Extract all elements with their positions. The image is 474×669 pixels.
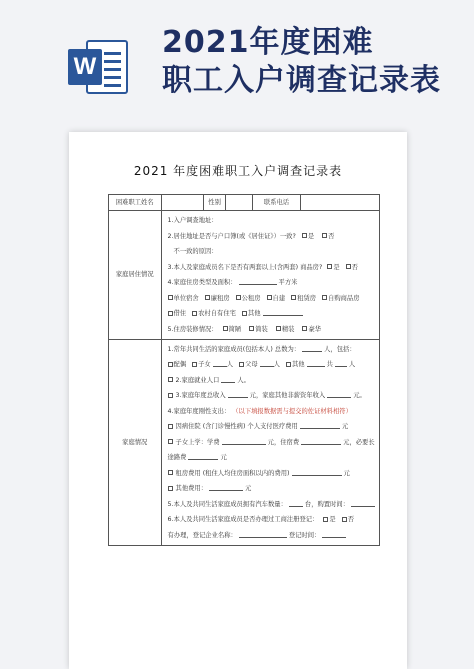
- family-section: [109, 339, 380, 545]
- education-expense-checkbox[interactable]: [168, 439, 173, 444]
- gender-label: 性别: [204, 195, 226, 211]
- travel-fee-unit: 元: [220, 454, 227, 462]
- other-housing-checkbox[interactable]: [242, 311, 247, 316]
- tuition-label: 子女上学：学费: [175, 438, 220, 446]
- self-built-checkbox[interactable]: [267, 295, 272, 300]
- vehicle-purchase-time-label: 台，购置时间：: [304, 500, 349, 508]
- business-registration-label: 6.本人及共同生活家庭成员是否办理过工商注册登记：: [167, 516, 319, 524]
- rent-expense-unit: 元: [343, 469, 350, 477]
- rental-checkbox[interactable]: [291, 295, 296, 300]
- other-expense-field[interactable]: [209, 490, 243, 491]
- consistency-yes-label: 是: [307, 232, 315, 240]
- travel-fee-label: 途路费: [167, 454, 187, 462]
- header-row: [109, 195, 380, 211]
- dorm-label: 单位宿舍: [173, 294, 199, 302]
- other-members-checkbox[interactable]: [286, 362, 291, 367]
- public-rent-checkbox[interactable]: [236, 295, 241, 300]
- education-expense-row: [168, 438, 375, 447]
- income-checkbox[interactable]: [168, 393, 173, 398]
- survey-form-table: [108, 194, 380, 546]
- children-unit: 人: [226, 361, 234, 369]
- spouse-checkbox[interactable]: [168, 362, 173, 367]
- housing-type-row: [168, 278, 375, 287]
- word-logo-letter: W: [68, 49, 102, 85]
- medical-expense-row: [168, 422, 375, 431]
- other-housing-label: 其他: [247, 310, 261, 318]
- decoration-label: 5.住房装修情况：: [167, 325, 218, 333]
- other-income-label: 元，家庭其他非薪资年收入: [249, 392, 326, 400]
- other-income-field[interactable]: [327, 397, 351, 398]
- consistency-yes-checkbox[interactable]: [302, 233, 307, 238]
- medical-expense-checkbox[interactable]: [168, 424, 173, 429]
- simple-decor-checkbox[interactable]: [223, 326, 228, 331]
- address-label: 1.入户调查地址：: [167, 217, 218, 224]
- other-expense-label: 其他费用：: [175, 485, 208, 493]
- rigid-expense-note: （以下填报数据需与提交的佐证材料相符）: [232, 407, 352, 415]
- family-composition-row: [168, 360, 375, 369]
- travel-fee-field[interactable]: [188, 459, 218, 460]
- consistency-no-checkbox[interactable]: [322, 233, 327, 238]
- fine-decor-checkbox[interactable]: [276, 326, 281, 331]
- travel-expense-row: [168, 453, 375, 462]
- family-section-label: 家庭情况: [109, 339, 162, 545]
- other-expense-row: [168, 484, 375, 493]
- housing-type-label: 4.家庭住房类型及面积：: [167, 279, 237, 287]
- rent-expense-label: 租房费用 (租住人均住房面积以内的费用): [175, 469, 290, 477]
- borrowed-label: 借住: [173, 310, 187, 318]
- name-label: 困难职工姓名: [109, 195, 162, 211]
- vehicle-label: 5.本人及共同生活家庭成员拥有汽车数量：: [167, 500, 287, 508]
- housing-section-label: 家庭居住情况: [109, 211, 162, 340]
- inconsistency-reason-row: [168, 247, 375, 256]
- company-name-label: 有办理，登记企业名称：: [167, 531, 237, 539]
- dorm-checkbox[interactable]: [168, 295, 173, 300]
- business-registration-yes-label: 是: [329, 516, 336, 524]
- consistency-no-label: 否: [328, 232, 335, 240]
- family-members-label: 1.常年共同生活的家庭成员(包括本人) 总数为：: [167, 345, 301, 353]
- business-registration-row: [168, 515, 375, 524]
- income-unit: 元。: [353, 392, 366, 400]
- rural-housing-checkbox[interactable]: [192, 311, 197, 316]
- inconsistency-reason-label: 不一致的原因：: [173, 248, 218, 256]
- rent-expense-row: [168, 469, 375, 478]
- parents-checkbox[interactable]: [239, 362, 244, 367]
- family-members-unit: 人，包括：: [324, 345, 356, 353]
- family-members-field[interactable]: [302, 351, 322, 352]
- children-count-field[interactable]: [213, 366, 227, 367]
- low-rent-label: 廉租房: [210, 294, 230, 302]
- multiple-property-yes-checkbox[interactable]: [327, 264, 332, 269]
- borrowed-checkbox[interactable]: [168, 311, 173, 316]
- simple-decor-label: 简陋: [228, 325, 242, 333]
- multiple-property-no-checkbox[interactable]: [346, 264, 351, 269]
- company-name-row: [168, 531, 375, 540]
- other-members-field[interactable]: [307, 366, 325, 367]
- housing-area-unit: 平方米: [278, 279, 298, 287]
- phone-label: 联系电话: [253, 195, 301, 211]
- basic-decor-checkbox[interactable]: [249, 326, 254, 331]
- basic-decor-label: 简装: [255, 325, 268, 333]
- family-members-row: [168, 345, 375, 354]
- document-page: [69, 132, 407, 669]
- housing-consistency-row: [168, 232, 375, 241]
- tuition-field[interactable]: [222, 444, 266, 445]
- other-housing-field[interactable]: [263, 315, 303, 316]
- decoration-row: [168, 325, 375, 334]
- parents-label: 父母: [245, 361, 258, 369]
- employment-label: 2.家庭就业人口: [175, 376, 220, 384]
- vehicle-count-field[interactable]: [289, 506, 303, 507]
- travel-label: 元，必要长: [343, 438, 375, 446]
- housing-area-field[interactable]: [239, 284, 277, 285]
- self-built-label: 自建: [272, 294, 286, 302]
- rural-housing-label: 农村自有住宅: [198, 310, 236, 318]
- name-value-cell[interactable]: [161, 195, 204, 211]
- vehicle-purchase-time-field[interactable]: [351, 506, 375, 507]
- employment-unit: 人。: [237, 376, 250, 384]
- medical-expense-field[interactable]: [300, 428, 340, 429]
- business-registration-yes-checkbox[interactable]: [323, 517, 328, 522]
- total-label: 共: [326, 361, 333, 369]
- gender-value-cell[interactable]: [226, 195, 253, 211]
- luxury-decor-checkbox[interactable]: [302, 326, 307, 331]
- parents-unit: 人: [273, 361, 280, 369]
- consistency-question: 2.居住地址是否与户口簿(或《居住证》）一致?: [167, 232, 296, 240]
- public-rent-label: 公租房: [241, 294, 261, 302]
- banner-title-line-1: 2021年度困难: [162, 25, 374, 60]
- income-row: [168, 391, 375, 400]
- phone-value-cell[interactable]: [300, 195, 379, 211]
- business-registration-no-label: 否: [347, 516, 354, 524]
- vehicle-row: [168, 500, 375, 509]
- other-expense-unit: 元: [245, 485, 252, 493]
- luxury-decor-label: 豪华: [308, 325, 322, 333]
- medical-expense-label: 因病住院 (含门诊慢性病) 个人支付医疗费用: [175, 423, 298, 431]
- fine-decor-label: 精装: [281, 325, 295, 333]
- rigid-expense-row: [168, 407, 375, 416]
- other-expense-checkbox[interactable]: [168, 486, 173, 491]
- housing-type-options-row-1: [168, 294, 375, 303]
- business-registration-no-checkbox[interactable]: [342, 517, 347, 522]
- rental-label: 租赁房: [297, 294, 317, 302]
- registration-time-label: 登记时间：: [288, 531, 321, 539]
- multiple-property-question: 3.本人及家庭成员名下是否有两套以上(含两套) 商品房?: [167, 263, 323, 271]
- header-banner: [0, 0, 474, 118]
- children-label: 子女: [198, 361, 211, 369]
- accommodation-label: 元，住宿费: [267, 438, 300, 446]
- employment-checkbox[interactable]: [168, 377, 173, 382]
- medical-expense-unit: 元: [341, 423, 349, 431]
- rent-expense-checkbox[interactable]: [168, 470, 173, 475]
- housing-section: [109, 211, 380, 340]
- word-document-icon: [68, 40, 128, 94]
- parents-count-field[interactable]: [260, 366, 274, 367]
- commercial-housing-checkbox[interactable]: [322, 295, 327, 300]
- housing-type-options-row-2: [168, 309, 375, 318]
- low-rent-checkbox[interactable]: [205, 295, 210, 300]
- housing-multiple-property-row: [168, 263, 375, 272]
- rigid-expense-label: 4.家庭年度刚性支出：: [167, 407, 231, 415]
- total-income-label: 3.家庭年度总收入: [175, 392, 226, 400]
- company-name-field[interactable]: [239, 537, 287, 538]
- multiple-property-no-label: 否: [351, 263, 358, 271]
- spouse-label: 配偶: [173, 361, 187, 369]
- total-unit: 人: [348, 361, 356, 369]
- family-content: [161, 339, 379, 545]
- employment-row: [168, 376, 375, 385]
- document-title: 2021 年度困难职工入户调查记录表: [133, 164, 343, 178]
- housing-content: [161, 211, 379, 340]
- total-income-field[interactable]: [228, 397, 248, 398]
- registration-time-field[interactable]: [322, 537, 346, 538]
- commercial-housing-label: 自购商品房: [328, 294, 360, 302]
- other-members-label: 其他: [291, 361, 305, 369]
- multiple-property-yes-label: 是: [333, 263, 340, 271]
- rent-expense-field[interactable]: [292, 475, 342, 476]
- banner-title-line-2: 职工入户调查记录表: [162, 63, 441, 98]
- employment-count-field[interactable]: [221, 382, 235, 383]
- accommodation-field[interactable]: [301, 444, 341, 445]
- housing-address-row: [168, 216, 375, 225]
- total-count-field[interactable]: [335, 366, 347, 367]
- banner-title: [162, 24, 462, 100]
- children-checkbox[interactable]: [192, 362, 197, 367]
